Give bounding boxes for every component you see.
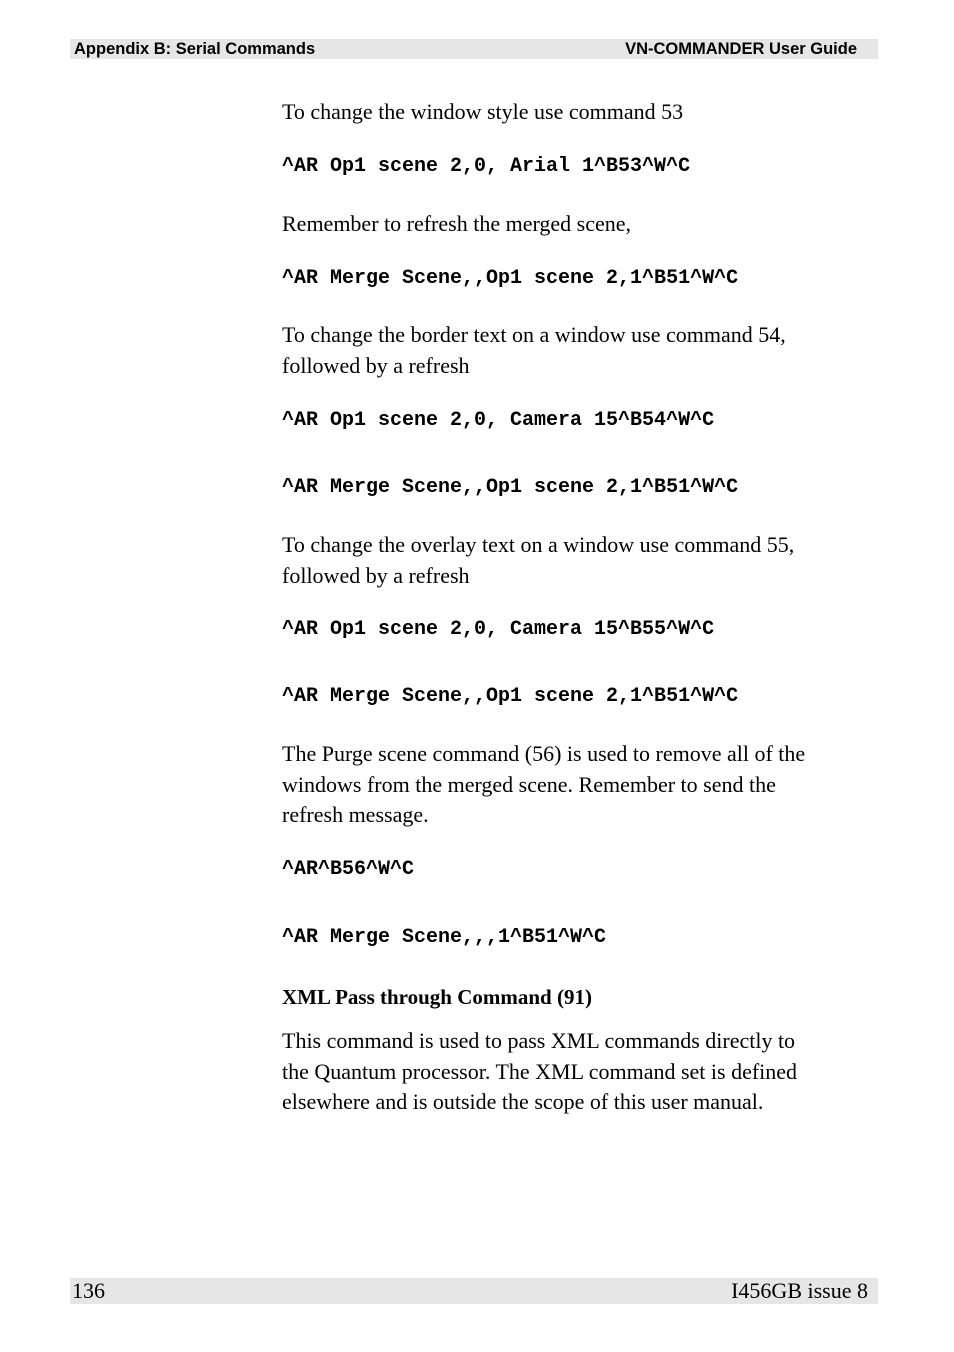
paragraph-window-style [282, 97, 872, 128]
code-command-55: ^AR Op1 scene 2,0, Camera 15^B55^W^C [282, 618, 715, 641]
code-merge-refresh: ^AR Merge Scene,,,1^B51^W^C [282, 926, 607, 949]
page-number: 136 [72, 1278, 105, 1303]
paragraph-purge-scene [282, 739, 872, 831]
paragraph-line: To change the window style use command 53 [282, 99, 684, 124]
paragraph-line: windows from the merged scene. Remember to send the [282, 771, 776, 797]
section-heading-xml: XML Pass through Command (91) [282, 985, 592, 1009]
paragraph-line: This command is used to pass XML commands directly to [282, 1028, 796, 1053]
header-section-title: Appendix B: Serial Commands [74, 40, 316, 58]
paragraph-xml-pass-through [282, 1026, 872, 1118]
paragraph-line: To change the overlay text on a window use command 55, [282, 532, 795, 557]
paragraph-line: the Quantum processor. The XML command set is defined [282, 1058, 798, 1084]
code-merge-refresh: ^AR Merge Scene,,Op1 scene 2,1^B51^W^C [282, 267, 739, 290]
code-command-54: ^AR Op1 scene 2,0, Camera 15^B54^W^C [282, 409, 715, 432]
paragraph-line: refresh message. [282, 802, 429, 827]
code-merge-refresh: ^AR Merge Scene,,Op1 scene 2,1^B51^W^C [282, 685, 739, 708]
paragraph-line: followed by a refresh [282, 562, 470, 588]
paragraph-line: followed by a refresh [282, 352, 470, 378]
paragraph-line: elsewhere and is outside the scope of this user manual. [282, 1089, 764, 1114]
paragraph-line: To change the border text on a window use command 54, [282, 322, 786, 347]
paragraph-overlay-text [282, 530, 872, 591]
header-document-title: VN-COMMANDER User Guide [625, 40, 857, 58]
code-command-56: ^AR^B56^W^C [282, 858, 415, 881]
paragraph-line: Remember to refresh the merged scene, [282, 211, 632, 236]
document-issue: I456GB issue 8 [731, 1278, 868, 1303]
code-merge-refresh: ^AR Merge Scene,,Op1 scene 2,1^B51^W^C [282, 476, 739, 499]
paragraph-border-text [282, 320, 872, 381]
code-command-53: ^AR Op1 scene 2,0, Arial 1^B53^W^C [282, 155, 691, 178]
paragraph-refresh-reminder [282, 209, 872, 240]
paragraph-line: The Purge scene command (56) is used to remove all of the [282, 741, 806, 766]
